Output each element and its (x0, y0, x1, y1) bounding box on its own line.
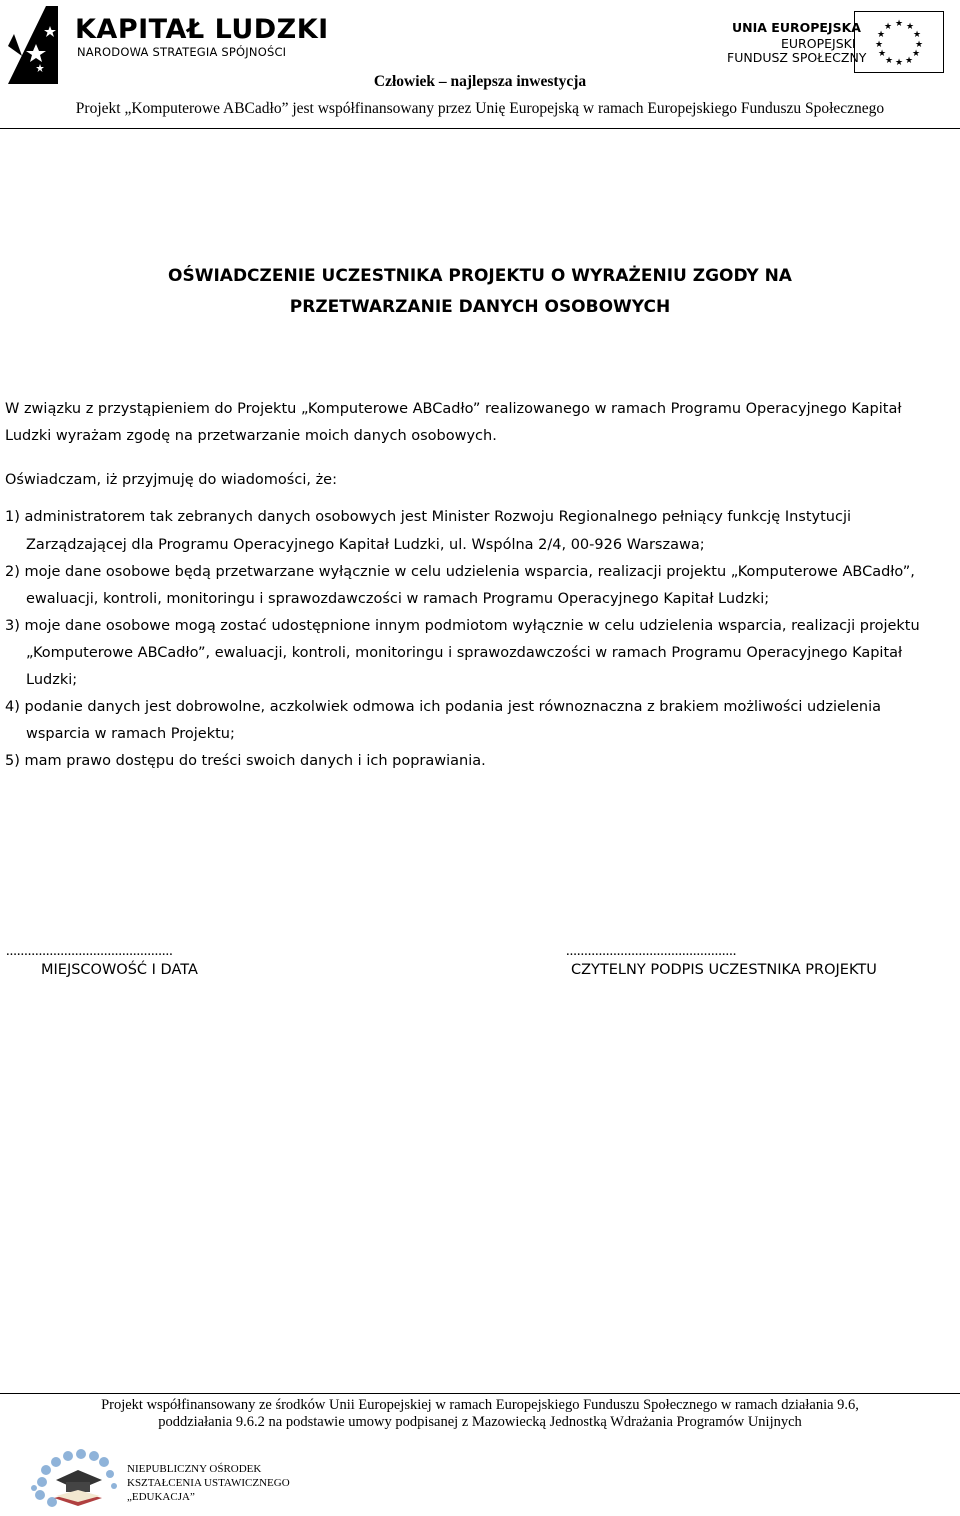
document-title-line1: OŚWIADCZENIE UCZESTNIKA PROJEKTU O WYRAŻENIU ZGODY NA (168, 266, 792, 286)
item4-line2: wsparcia w ramach Projektu; (26, 726, 235, 742)
svg-text:★: ★ (914, 40, 924, 50)
eu-flag-icon (854, 11, 944, 73)
item3-line2: „Komputerowe ABCadło”, ewaluacji, kontroli, monitoringu i sprawozdawczości w ramach Programu Operacyjnego Kapitał (26, 645, 903, 661)
footer-line2: poddziałania 9.6.2 na podstawie umowy podpisanej z Mazowiecką Jednostką Wdrażania Programów Unijnych (158, 1414, 802, 1430)
svg-text:★: ★ (905, 22, 915, 32)
header-project-line: Projekt „Komputerowe ABCadło” jest współfinansowany przez Unię Europejską w ramach Europejskiego Funduszu Społecznego (75, 100, 885, 117)
item4-line1: 4) podanie danych jest dobrowolne, aczkolwiek odmowa ich podania jest równoznaczna z brakiem możliwości udzielenia (5, 699, 881, 715)
logo-left-subtitle: NARODOWA STRATEGIA SPÓJNOŚCI (77, 45, 287, 59)
place-date-label: MIEJSCOWOŚĆ I DATA (41, 962, 198, 978)
svg-text:★: ★ (904, 56, 914, 66)
footer-org-line3: „EDUKACJA” (127, 1491, 195, 1503)
logo-right-line2: EUROPEJSKI (781, 36, 856, 51)
logo-left-title: KAPITAŁ LUDZKI (75, 14, 329, 45)
svg-text:★: ★ (912, 30, 922, 40)
header-tagline: Człowiek – najlepsza inwestycja (373, 73, 587, 90)
item2-line2: ewaluacji, kontroli, monitoringu i sprawozdawczości w ramach Programu Operacyjnego Kapitał Ludzki; (26, 591, 770, 607)
logo-right-line3: FUNDUSZ SPOŁECZNY (727, 50, 867, 65)
item2-line1: 2) moje dane osobowe będą przetwarzane wyłącznie w celu udzielenia wsparcia, realizacji projektu „Komputerowe ABCadło”, (5, 564, 915, 580)
item3-line1: 3) moje dane osobowe mogą zostać udostępnione innym podmiotom wyłącznie w celu udzielenia wsparcia, realizacji projektu (5, 618, 920, 634)
logo-right-line1: UNIA EUROPEJSKA (732, 20, 861, 35)
svg-text:★: ★ (884, 56, 894, 66)
signature-label: CZYTELNY PODPIS UCZESTNIKA PROJEKTU (571, 962, 877, 978)
declaration-text: Oświadczam, iż przyjmuję do wiadomości, że: (5, 472, 337, 488)
intro-line2: Ludzki wyrażam zgodę na przetwarzanie moich danych osobowych. (5, 428, 497, 444)
footer-org-line1: NIEPUBLICZNY OŚRODEK (127, 1463, 262, 1475)
footer-divider (0, 1393, 960, 1394)
header-divider (0, 128, 960, 129)
edukacja-logo-icon (26, 1440, 122, 1514)
footer-line1: Projekt współfinansowany ze środków Unii Europejskiej w ramach Europejskiego Funduszu Społecznego w ramach działania 9.6, (101, 1397, 859, 1413)
svg-text:★: ★ (883, 22, 893, 32)
footer-org-line2: KSZTAŁCENIA USTAWICZNEGO (127, 1477, 290, 1489)
item5-line1: 5) mam prawo dostępu do treści swoich danych i ich poprawiania. (5, 753, 486, 769)
item1-line1: 1) administratorem tak zebranych danych osobowych jest Minister Rozwoju Regionalnego pełniący funkcję Instytucji (5, 509, 852, 525)
signature-dots: ............................................... (566, 943, 737, 959)
svg-text:★: ★ (877, 49, 887, 59)
item3-line3: Ludzki; (26, 672, 78, 688)
place-date-dots: .............................................. (6, 943, 173, 959)
svg-text:★: ★ (894, 19, 904, 29)
svg-text:★: ★ (876, 30, 886, 40)
svg-text:★: ★ (911, 49, 921, 59)
svg-text:★: ★ (874, 40, 884, 50)
intro-line1: W związku z przystąpieniem do Projektu „Komputerowe ABCadło” realizowanego w ramach Programu Operacyjnego Kapitał (5, 401, 902, 417)
document-title-line2: PRZETWARZANIE DANYCH OSOBOWYCH (289, 297, 671, 317)
item1-line2: Zarządzającej dla Programu Operacyjnego Kapitał Ludzki, ul. Wspólna 2/4, 00-926 Warszawa; (26, 537, 705, 553)
svg-text:★: ★ (894, 58, 904, 68)
